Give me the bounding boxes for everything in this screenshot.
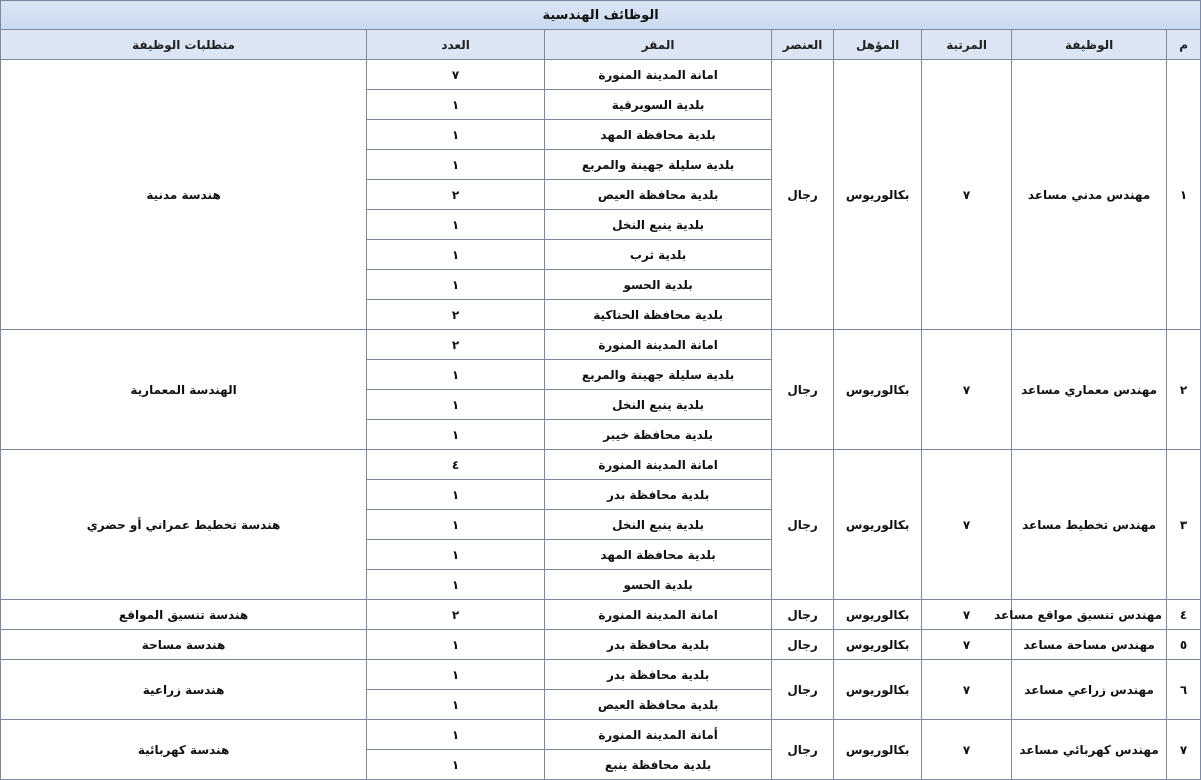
job-rank: ٧ bbox=[922, 600, 1012, 630]
table-row bbox=[1, 600, 1201, 630]
table-row bbox=[1, 60, 1201, 90]
location-seat: بلدية محافظة ينبع bbox=[545, 750, 772, 780]
header-rank: المرتبة bbox=[922, 30, 1012, 60]
location-count: ١ bbox=[367, 90, 545, 120]
job-qualification: بكالوريوس bbox=[834, 60, 922, 330]
location-count: ١ bbox=[367, 690, 545, 720]
job-gender: رجال bbox=[772, 330, 834, 450]
job-gender: رجال bbox=[772, 60, 834, 330]
job-rank: ٧ bbox=[922, 60, 1012, 330]
job-rank: ٧ bbox=[922, 330, 1012, 450]
job-qualification: بكالوريوس bbox=[834, 720, 922, 780]
job-rank: ٧ bbox=[922, 720, 1012, 780]
location-seat: امانة المدينة المنورة bbox=[545, 600, 772, 630]
location-count: ١ bbox=[367, 360, 545, 390]
table-title: الوظائف الهندسية bbox=[1, 1, 1201, 30]
job-gender: رجال bbox=[772, 630, 834, 660]
job-number: ٣ bbox=[1167, 450, 1201, 600]
location-seat: بلدية محافظة خيبر bbox=[545, 420, 772, 450]
job-title: مهندس تخطيط مساعد bbox=[1012, 450, 1167, 600]
job-gender: رجال bbox=[772, 450, 834, 600]
location-count: ١ bbox=[367, 660, 545, 690]
job-title: مهندس مدني مساعد bbox=[1012, 60, 1167, 330]
table-row bbox=[1, 330, 1201, 360]
job-title: مهندس تنسيق مواقع مساعد bbox=[1012, 600, 1167, 630]
location-count: ٢ bbox=[367, 300, 545, 330]
location-seat: بلدية الحسو bbox=[545, 270, 772, 300]
header-seat: المقر bbox=[545, 30, 772, 60]
header-num: م bbox=[1167, 30, 1201, 60]
location-seat: امانة المدينة المنورة bbox=[545, 330, 772, 360]
location-seat: بلدية محافظة العيص bbox=[545, 180, 772, 210]
job-rank: ٧ bbox=[922, 450, 1012, 600]
header-gender: العنصر bbox=[772, 30, 834, 60]
location-count: ١ bbox=[367, 570, 545, 600]
header-count: العدد bbox=[367, 30, 545, 60]
location-count: ٧ bbox=[367, 60, 545, 90]
job-requirements: هندسة زراعية bbox=[1, 660, 367, 720]
location-seat: بلدية محافظة بدر bbox=[545, 480, 772, 510]
table-body bbox=[1, 60, 1201, 780]
job-qualification: بكالوريوس bbox=[834, 660, 922, 720]
location-count: ١ bbox=[367, 540, 545, 570]
table-header-row bbox=[1, 30, 1201, 60]
location-count: ٢ bbox=[367, 180, 545, 210]
location-count: ٤ bbox=[367, 450, 545, 480]
job-gender: رجال bbox=[772, 720, 834, 780]
header-qualification: المؤهل bbox=[834, 30, 922, 60]
location-seat: بلدية محافظة المهد bbox=[545, 120, 772, 150]
job-requirements: هندسة تخطيط عمراني أو حضري bbox=[1, 450, 367, 600]
header-job: الوظيفة bbox=[1012, 30, 1167, 60]
location-seat: بلدية محافظة بدر bbox=[545, 660, 772, 690]
location-seat: بلدية ينبع النخل bbox=[545, 390, 772, 420]
job-number: ٢ bbox=[1167, 330, 1201, 450]
job-gender: رجال bbox=[772, 660, 834, 720]
job-rank: ٧ bbox=[922, 660, 1012, 720]
job-number: ٤ bbox=[1167, 600, 1201, 630]
job-qualification: بكالوريوس bbox=[834, 450, 922, 600]
location-seat: بلدية ثرب bbox=[545, 240, 772, 270]
location-count: ١ bbox=[367, 240, 545, 270]
location-count: ١ bbox=[367, 630, 545, 660]
job-number: ٥ bbox=[1167, 630, 1201, 660]
job-number: ١ bbox=[1167, 60, 1201, 330]
location-seat: بلدية ينبع النخل bbox=[545, 510, 772, 540]
location-seat: امانة المدينة المنورة bbox=[545, 450, 772, 480]
location-seat: بلدية محافظة العيص bbox=[545, 690, 772, 720]
job-title: مهندس معماري مساعد bbox=[1012, 330, 1167, 450]
location-seat: بلدية الحسو bbox=[545, 570, 772, 600]
location-seat: بلدية ينبع النخل bbox=[545, 210, 772, 240]
job-requirements: هندسة مساحة bbox=[1, 630, 367, 660]
table-row bbox=[1, 630, 1201, 660]
job-number: ٦ bbox=[1167, 660, 1201, 720]
job-qualification: بكالوريوس bbox=[834, 630, 922, 660]
location-seat: بلدية محافظة بدر bbox=[545, 630, 772, 660]
location-count: ١ bbox=[367, 390, 545, 420]
location-seat: امانة المدينة المنورة bbox=[545, 60, 772, 90]
job-qualification: بكالوريوس bbox=[834, 330, 922, 450]
location-count: ١ bbox=[367, 210, 545, 240]
job-requirements: الهندسة المعمارية bbox=[1, 330, 367, 450]
job-requirements: هندسة تنسيق المواقع bbox=[1, 600, 367, 630]
job-requirements: هندسة مدنية bbox=[1, 60, 367, 330]
location-seat: بلدية محافظة المهد bbox=[545, 540, 772, 570]
location-seat: بلدية محافظة الحناكية bbox=[545, 300, 772, 330]
location-count: ١ bbox=[367, 510, 545, 540]
table-row bbox=[1, 720, 1201, 750]
location-count: ١ bbox=[367, 150, 545, 180]
job-rank: ٧ bbox=[922, 630, 1012, 660]
location-count: ٢ bbox=[367, 600, 545, 630]
location-count: ١ bbox=[367, 750, 545, 780]
job-qualification: بكالوريوس bbox=[834, 600, 922, 630]
header-requirements: متطلبات الوظيفة bbox=[1, 30, 367, 60]
job-gender: رجال bbox=[772, 600, 834, 630]
table-title-row bbox=[1, 1, 1201, 30]
location-count: ١ bbox=[367, 720, 545, 750]
job-title: مهندس كهربائي مساعد bbox=[1012, 720, 1167, 780]
job-requirements: هندسة كهربائية bbox=[1, 720, 367, 780]
table-row bbox=[1, 660, 1201, 690]
location-count: ١ bbox=[367, 270, 545, 300]
job-title: مهندس زراعي مساعد bbox=[1012, 660, 1167, 720]
location-seat: بلدية السويرقية bbox=[545, 90, 772, 120]
location-count: ١ bbox=[367, 420, 545, 450]
table-row bbox=[1, 450, 1201, 480]
location-seat: بلدية سليلة جهينة والمربع bbox=[545, 360, 772, 390]
location-seat: بلدية سليلة جهينة والمربع bbox=[545, 150, 772, 180]
location-count: ١ bbox=[367, 120, 545, 150]
location-seat: أمانة المدينة المنورة bbox=[545, 720, 772, 750]
job-title: مهندس مساحة مساعد bbox=[1012, 630, 1167, 660]
location-count: ١ bbox=[367, 480, 545, 510]
job-number: ٧ bbox=[1167, 720, 1201, 780]
location-count: ٢ bbox=[367, 330, 545, 360]
